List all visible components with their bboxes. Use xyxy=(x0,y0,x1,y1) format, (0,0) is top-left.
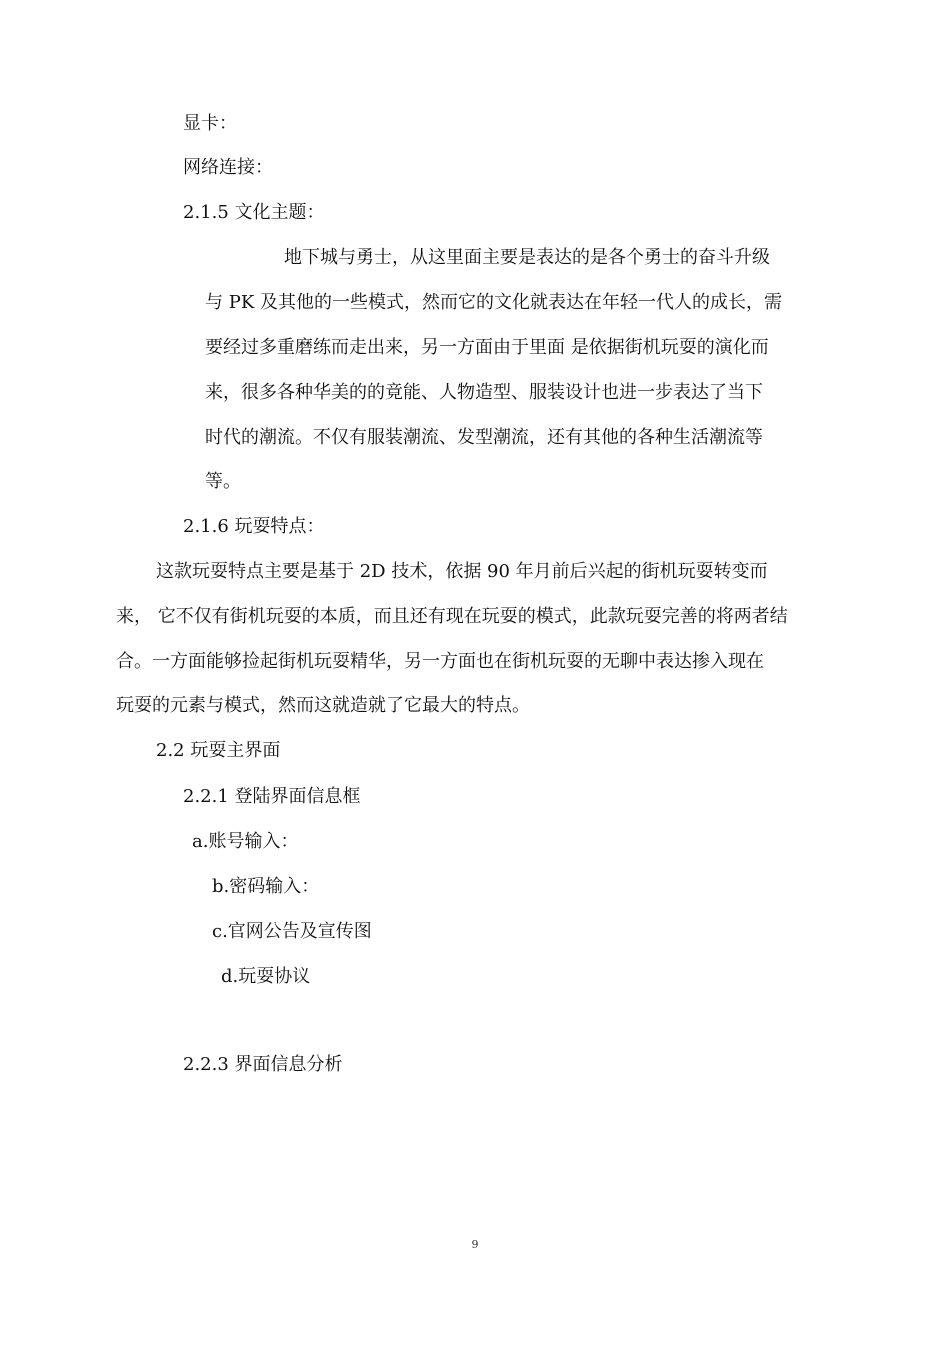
feature-paragraph-line-1: 这款玩耍特点主要是基于 2D 技术，依据 90 年月前后兴起的街机玩耍转变而 xyxy=(156,561,768,582)
list-item-account-input: a.账号输入： xyxy=(192,831,299,852)
page-number: 9 xyxy=(471,1238,479,1251)
culture-paragraph-line-2: 与 PK 及其他的一些模式，然而它的文化就表达在年轻一代人的成长，需 xyxy=(205,292,782,313)
feature-paragraph-line-4: 玩耍的元素与模式，然而这就造就了它最大的特点。 xyxy=(116,695,530,716)
list-item-announcement: c.官网公告及宣传图 xyxy=(212,921,372,942)
culture-paragraph-line-1: 地下城与勇士，从这里面主要是表达的是各个勇士的奋斗升级 xyxy=(284,247,770,268)
heading-2-1-5: 2.1.5 文化主题： xyxy=(183,202,325,223)
list-item-agreement: d.玩耍协议 xyxy=(221,966,311,987)
heading-2-2: 2.2 玩耍主界面 xyxy=(156,740,281,761)
heading-2-1-6: 2.1.6 玩耍特点： xyxy=(183,516,325,537)
heading-2-2-1: 2.2.1 登陆界面信息框 xyxy=(183,786,361,807)
feature-paragraph-line-3: 合。一方面能够捡起街机玩耍精华，另一方面也在街机玩耍的无聊中表达掺入现在 xyxy=(116,651,764,672)
culture-paragraph-line-3: 要经过多重磨练而走出来，另一方面由于里面 是依据街机玩耍的演化而 xyxy=(205,337,769,358)
list-item-password-input: b.密码输入： xyxy=(212,876,320,897)
culture-paragraph-line-5: 时代的潮流。不仅有服装潮流、发型潮流，还有其他的各种生活潮流等 xyxy=(205,427,763,448)
culture-paragraph-line-6: 等。 xyxy=(205,471,241,492)
item-network: 网络连接： xyxy=(183,157,273,178)
item-gpu: 显卡： xyxy=(183,113,237,134)
culture-paragraph-line-4: 来，很多各种华美的的竟能、人物造型、服装设计也进一步表达了当下 xyxy=(205,382,763,403)
feature-paragraph-line-2: 来， 它不仅有街机玩耍的本质，而且还有现在玩耍的模式，此款玩耍完善的将两者结 xyxy=(116,606,788,627)
heading-2-2-3: 2.2.3 界面信息分析 xyxy=(183,1054,343,1075)
